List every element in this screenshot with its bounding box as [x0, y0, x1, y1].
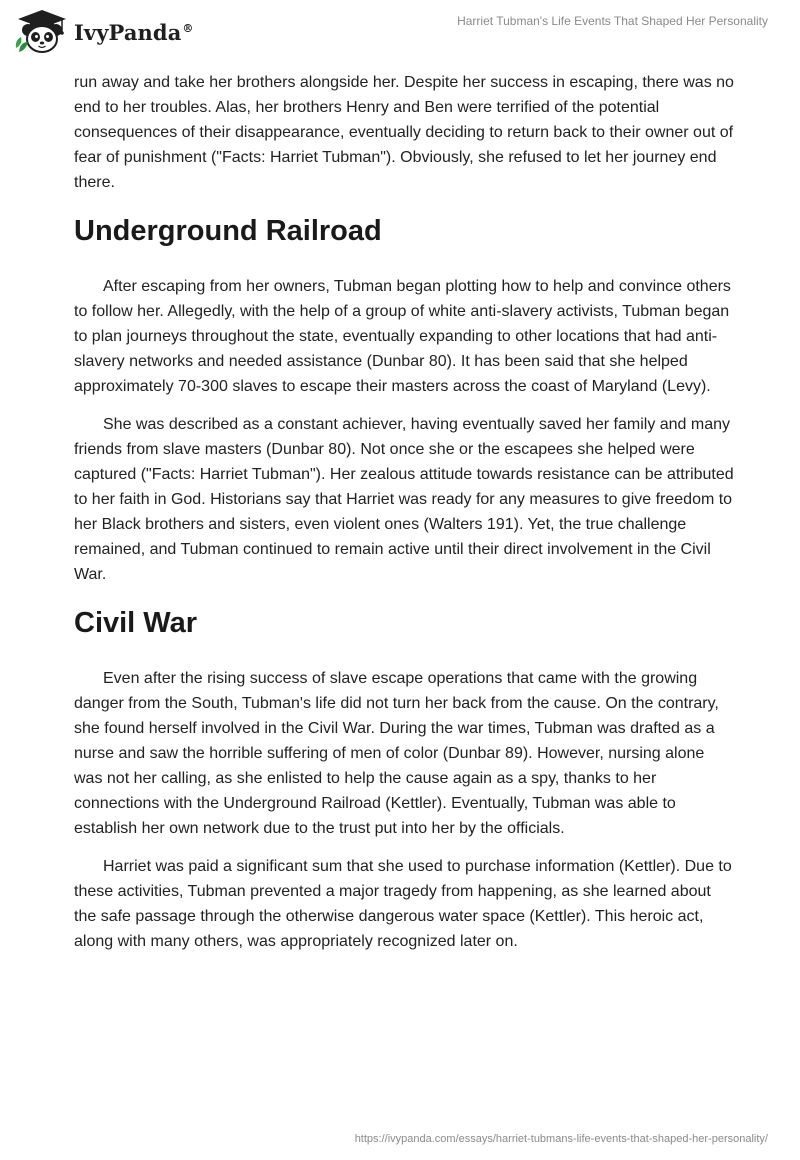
paragraph: Even after the rising success of slave escape operations that came with the growing danger from the South, Tubman's life did not turn her back from the cause. On the contrary, she found herself involved in the Civil War. During the war times, Tubman was drafted as a nurse and saw the horrible suffering of men of color (Dunbar 89). However, nursing alone was not her calling, as she enlisted to help the cause again as a spy, thanks to her connections with the Underground Railroad (Kettler). Eventually, Tubman was able to establish her own network due to the trust put into her by the officials. — [74, 670, 719, 837]
running-title: Harriet Tubman's Life Events That Shaped Her Personality — [457, 14, 768, 28]
panda-graduate-icon — [14, 8, 70, 54]
paragraph: She was described as a constant achiever, having eventually saved her family and many friends from slave masters (Dunbar 80). Not once she or the escapees she helped were captured ("Facts: Harriet Tubman"). Her zealous attitude towards resistance can be attributed to her faith in God. Historians say that Harriet was ready for any measures to give freedom to her Black brothers and sisters, even violent ones (Walters 191). Yet, the true challenge remained, and Tubman continued to remain active until their direct involvement in the Civil War. — [74, 416, 734, 583]
ivypanda-logo[interactable] — [14, 8, 194, 54]
registered-mark: ® — [182, 21, 194, 35]
logo-text: IvyPanda® — [74, 19, 194, 45]
page-header — [0, 0, 800, 62]
intro-paragraph: run away and take her brothers alongside her. Despite her success in escaping, there was no end to her troubles. Alas, her brothers Henry and Ben were terrified of the potential consequences of their disappearance, eventually deciding to return back to their owner out of fear of punishment ("Facts: Harriet Tubman"). Obviously, she refused to let her journey end there. — [74, 74, 734, 191]
paragraph: After escaping from her owners, Tubman began plotting how to help and convince others to follow her. Allegedly, with the help of a group of white anti-slavery activists, Tubman began to plan journeys throughout the state, eventually expanding to other locations that had anti-slavery networks and needed assistance (Dunbar 80). It has been said that she helped approximately 70-300 slaves to escape their masters across the coast of Maryland (Levy). — [74, 278, 731, 395]
paragraph: Harriet was paid a significant sum that she used to purchase information (Kettler). Due to these activities, Tubman prevented a major tragedy from happening, as she learned about the safe passage through the otherwise dangerous water space (Kettler). This heroic act, along with many others, was appropriately recognized later on. — [74, 858, 732, 950]
source-url-link[interactable]: https://ivypanda.com/essays/harriet-tubmans-life-events-that-shaped-her-personality/ — [354, 1133, 768, 1145]
section-heading-underground-railroad: Underground Railroad — [74, 215, 382, 247]
section-heading-civil-war: Civil War — [74, 607, 198, 639]
essay-content — [74, 70, 734, 967]
